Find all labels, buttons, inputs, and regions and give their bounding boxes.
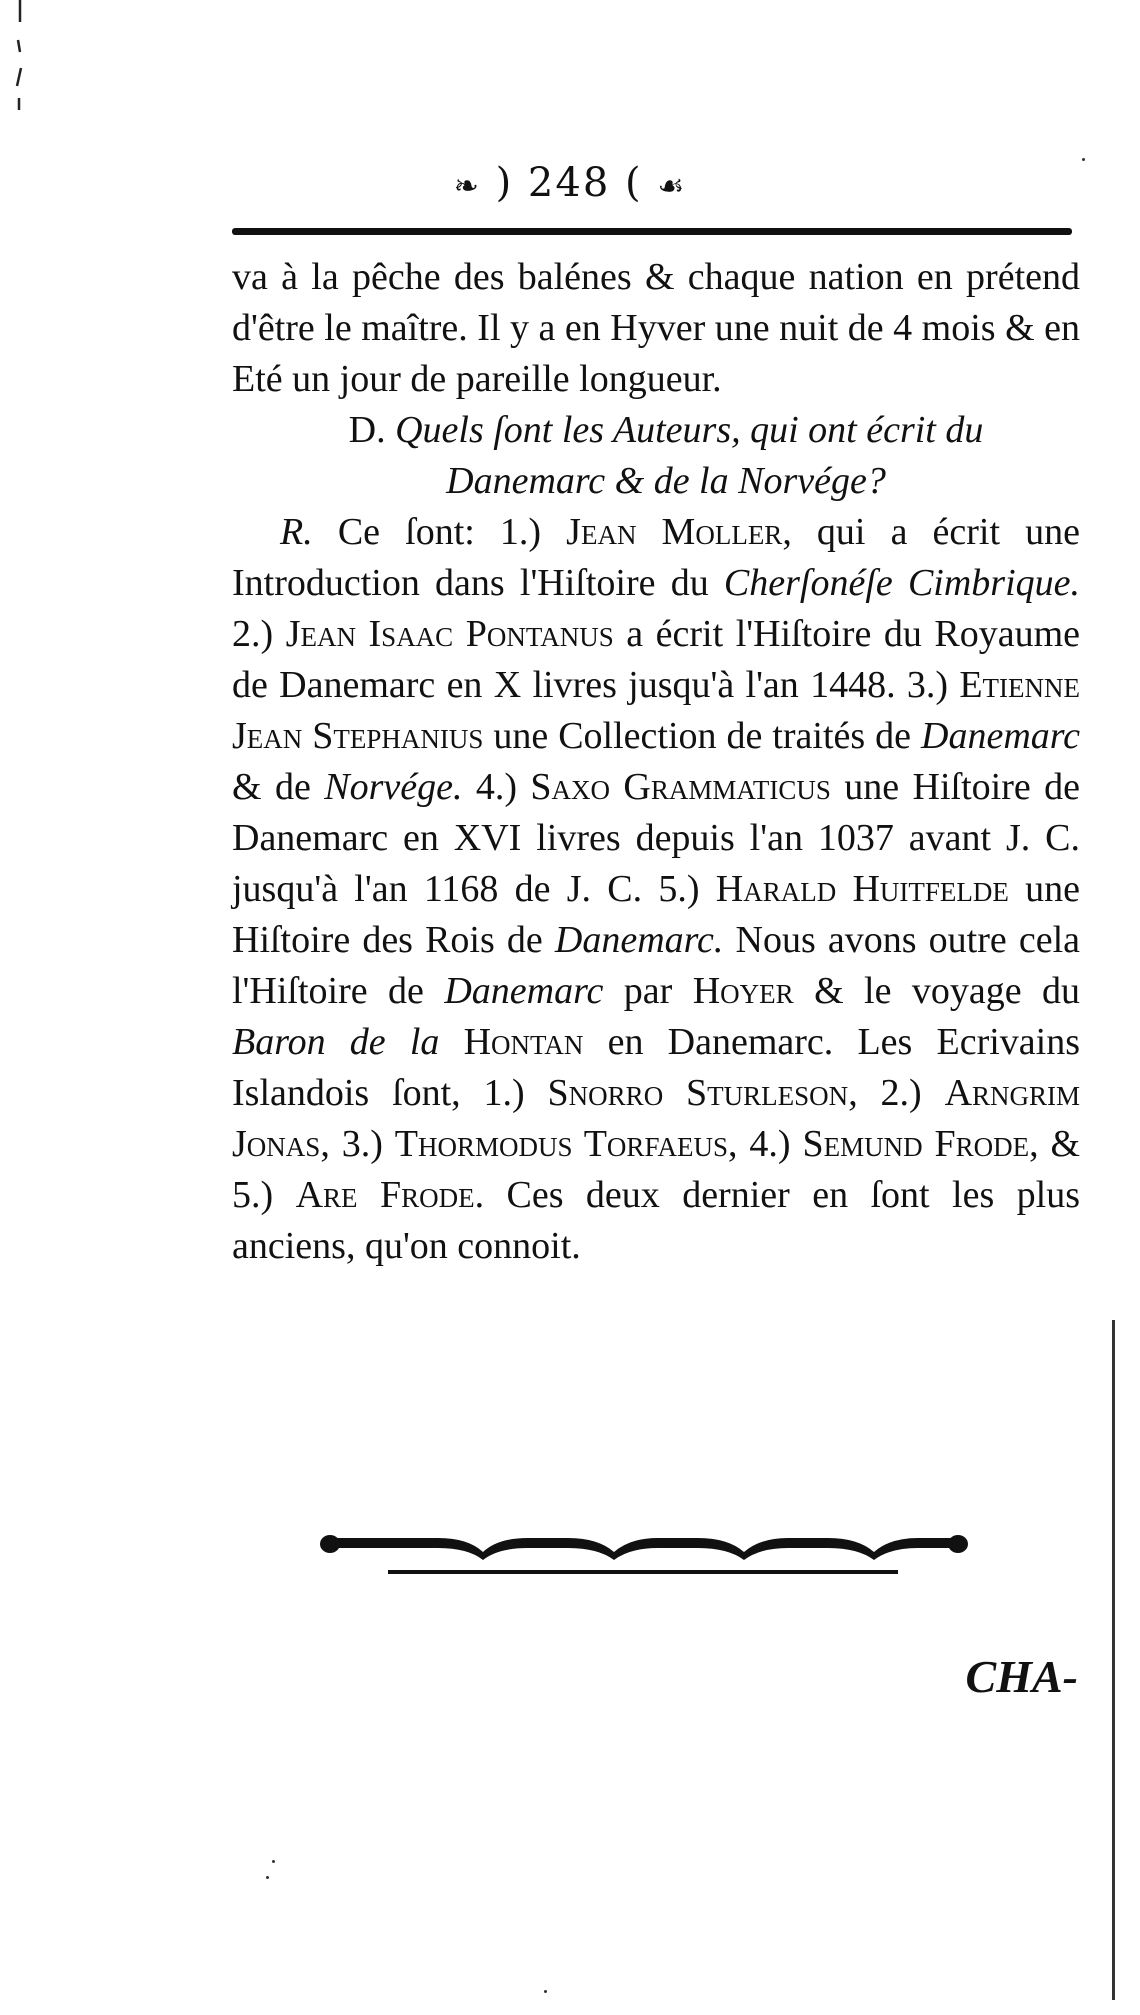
catchword: CHA- bbox=[965, 1651, 1078, 1702]
running-header bbox=[0, 160, 1140, 206]
question-prefix: D. bbox=[348, 409, 386, 451]
author-name: Jean Isaac Pontanus bbox=[285, 613, 614, 655]
edge-mark bbox=[12, 0, 26, 120]
work-title: Cherſonéſe Cimbrique. bbox=[723, 562, 1081, 604]
answer-text: en Danemarc. Les Ecrivains Islandois ſont, 1.) bbox=[232, 1021, 1081, 1114]
left-ornament: ❧ bbox=[453, 168, 481, 204]
header-rule bbox=[232, 228, 1072, 235]
answer-text: , qui a écrit une Introduction dans l'Hiſtoire du bbox=[232, 511, 1081, 604]
author-name: Saxo Grammaticus bbox=[530, 766, 831, 808]
end-ornament bbox=[318, 1532, 970, 1602]
paragraph-1: va à la pêche des balénes & chaque nation en prétend d'être le maître. Il y a en Hyver une nuit de 4 mois & en Eté un jour de pareille longueur. bbox=[232, 256, 1080, 400]
answer-text: . Ces deux dernier en ſont les plus anciens, qu'on connoit. bbox=[232, 1174, 1080, 1267]
answer-text: , 2.) bbox=[848, 1072, 922, 1114]
work-title: Danemarc bbox=[921, 715, 1081, 757]
author-name: Semund Frode bbox=[802, 1123, 1030, 1165]
question-paragraph bbox=[232, 405, 1080, 507]
author-name: Hontan bbox=[463, 1021, 584, 1063]
author-name: Snorro Sturleson bbox=[547, 1072, 849, 1114]
question-text: Quels ſont les Auteurs, qui ont écrit du Danemarc & de la Norvége? bbox=[395, 409, 984, 502]
answer-text: par bbox=[623, 970, 673, 1012]
body-text bbox=[232, 252, 1080, 1272]
ink-speck bbox=[544, 1990, 547, 1993]
page-number: ) 248 ( bbox=[495, 160, 643, 206]
answer-text: une Hiſtoire de Danemarc en XVI livres depuis l'an 1037 avant J. C. jusqu'à l'an 1168 de J. C. 5.) bbox=[232, 766, 1080, 910]
ink-speck bbox=[272, 1860, 275, 1863]
work-title: Danemarc. bbox=[554, 919, 724, 961]
author-name: Harald Huitfelde bbox=[715, 868, 1009, 910]
author-name: Thormodus Torfaeus bbox=[394, 1123, 728, 1165]
work-title: Norvége. bbox=[324, 766, 463, 808]
work-title: Danemarc bbox=[444, 970, 604, 1012]
answer-text: une Collection de traités de bbox=[493, 715, 912, 757]
answer-text: , & 5.) bbox=[232, 1123, 1081, 1216]
page-edge-line bbox=[1112, 1320, 1115, 2000]
answer-prefix: R. bbox=[280, 511, 313, 553]
answer-text: 2.) bbox=[232, 613, 274, 655]
author-name: Arngrim Jonas bbox=[232, 1072, 1081, 1165]
ink-speck bbox=[266, 1876, 269, 1879]
answer-paragraph bbox=[232, 507, 1080, 1272]
author-name: Jean Moller bbox=[566, 511, 783, 553]
answer-text: Nous avons outre cela l'Hiſtoire de bbox=[232, 919, 1081, 1012]
author-name: Hoyer bbox=[692, 970, 794, 1012]
answer-text: & de bbox=[232, 766, 311, 808]
answer-text: , 4.) bbox=[727, 1123, 791, 1165]
answer-text: , 3.) bbox=[320, 1123, 383, 1165]
author-name: Etienne Jean Stephanius bbox=[232, 664, 1081, 757]
answer-text: & le voyage du bbox=[814, 970, 1081, 1012]
right-ornament: ☙ bbox=[657, 168, 687, 204]
answer-text: a écrit l'Hiſtoire du Royaume de Danemarc en X livres jusqu'à l'an 1448. 3.) bbox=[232, 613, 1081, 706]
author-name: Are Frode bbox=[295, 1174, 475, 1216]
answer-text: une Hiſtoire des Rois de bbox=[232, 868, 1081, 961]
answer-text: Ce ſont: 1.) bbox=[337, 511, 542, 553]
work-title: Baron de la bbox=[232, 1021, 440, 1063]
ink-speck bbox=[1082, 158, 1085, 161]
answer-text: 4.) bbox=[475, 766, 517, 808]
